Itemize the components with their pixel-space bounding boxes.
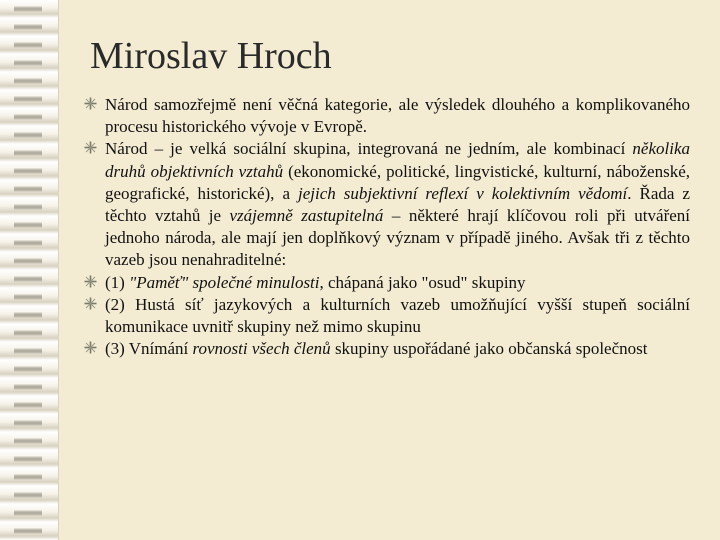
bullet-item-5 — [84, 338, 690, 360]
item-text-italic: "Paměť" společné minulosti — [129, 272, 320, 292]
spiral-binding — [0, 0, 59, 540]
item-text: (ekonomické, politické, lingvistické, kulturní, náboženské, geografické, historické), a — [105, 161, 690, 203]
item-text-italic: rovnosti všech členů — [192, 339, 331, 359]
bullet-icon — [84, 141, 97, 154]
bullet-icon — [84, 297, 97, 310]
bullet-item-4 — [84, 294, 690, 338]
item-text: . Řada z těchto vztahů je — [105, 183, 690, 226]
bullet-item-1 — [84, 94, 690, 138]
item-text-italic: několika druhů objektivních vztahů — [105, 139, 690, 181]
bullet-icon — [84, 341, 97, 354]
item-text: (2) Hustá síť jazykových a kulturních vazeb umožňující vyšší stupeň sociální komunikace uvnitř skupiny než mimo skupinu — [105, 294, 690, 337]
bullet-icon — [84, 97, 97, 110]
bullet-item-3 — [84, 272, 690, 294]
item-text-italic: jejich subjektivní reflexí v kolektivním vědomí — [298, 183, 628, 203]
bullet-item-2 — [84, 138, 690, 271]
item-text: , chápaná jako "osud" skupiny — [319, 272, 526, 292]
item-text: (3) Vnímání — [105, 339, 193, 359]
item-text: Národ samozřejmě není věčná kategorie, ale výsledek dlouhého a komplikovaného procesu historického vývoje v Evropě. — [105, 95, 690, 137]
item-text: (1) — [105, 272, 130, 292]
item-text: – některé hrají klíčovou roli při utváření jednoho národa, ale mají jen doplňkový význam v případě jiného. Avšak tři z těchto vazeb jsou nenahraditelné: — [105, 206, 691, 270]
item-text: Národ – je velká sociální skupina, integrovaná ne jedním, ale kombinací — [105, 139, 633, 159]
bullet-icon — [84, 275, 97, 288]
bullet-list — [84, 94, 690, 360]
slide-title: Miroslav Hroch — [90, 35, 332, 77]
item-text-italic: vzájemně zastupitelná — [229, 206, 384, 226]
item-text: skupiny uspořádané jako občanská společnost — [330, 339, 648, 359]
